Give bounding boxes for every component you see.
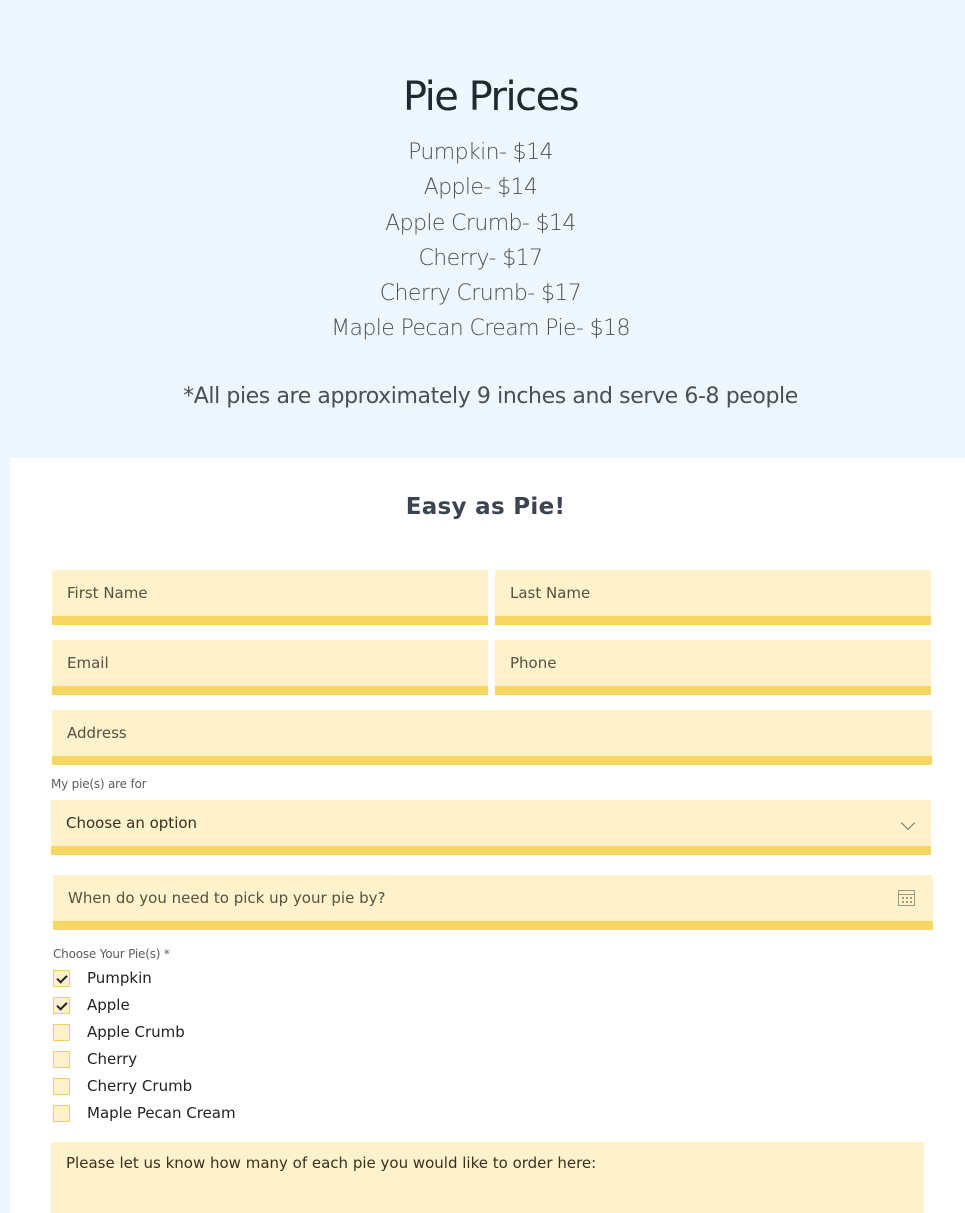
price-item: Maple Pecan Cream Pie- $18 <box>331 316 630 342</box>
price-item: Pumpkin- $14 <box>408 140 553 165</box>
serving-note: *All pies are approximately 9 inches and serve 6-8 people <box>183 384 798 409</box>
checkbox[interactable] <box>53 1051 70 1068</box>
form-title: Easy as Pie! <box>405 494 566 520</box>
calendar-icon[interactable] <box>898 890 915 906</box>
pie-option-label: Cherry <box>87 1050 138 1068</box>
price-list <box>0 138 965 350</box>
checkbox[interactable] <box>53 1024 70 1041</box>
pickup-date-placeholder: When do you need to pick up your pie by? <box>68 889 386 907</box>
price-item: Cherry Crumb- $17 <box>379 281 582 307</box>
price-item: Cherry- $17 <box>418 245 543 271</box>
quantity-textarea[interactable] <box>51 1142 924 1213</box>
prices-title: Pie Prices <box>402 74 579 120</box>
occasion-label: My pie(s) are for <box>51 777 147 791</box>
occasion-selected-value: Choose an option <box>66 814 198 832</box>
address-placeholder: Address <box>67 724 127 742</box>
last-name-placeholder: Last Name <box>510 584 591 602</box>
order-form <box>10 458 965 1213</box>
price-item: Apple- $14 <box>423 175 538 201</box>
pie-option-label: Apple <box>87 996 130 1014</box>
phone-field[interactable] <box>495 640 931 695</box>
pie-option-label: Pumpkin <box>87 969 152 987</box>
checkbox[interactable] <box>53 970 70 987</box>
first-name-placeholder: First Name <box>67 584 148 602</box>
occasion-dropdown[interactable] <box>51 800 931 855</box>
phone-placeholder: Phone <box>510 654 557 672</box>
checkbox[interactable] <box>53 1078 70 1095</box>
pie-option-label: Maple Pecan Cream <box>87 1104 236 1122</box>
pickup-date-field[interactable] <box>53 875 933 930</box>
first-name-field[interactable] <box>52 570 488 625</box>
chevron-down-icon <box>901 816 915 830</box>
quantity-placeholder: Please let us know how many of each pie you would like to order here: <box>66 1154 597 1172</box>
price-item: Apple Crumb- $14 <box>385 210 576 236</box>
last-name-field[interactable] <box>495 570 931 625</box>
email-placeholder: Email <box>67 654 109 672</box>
pies-label: Choose Your Pie(s) * <box>53 947 170 961</box>
pie-prices-section <box>0 0 965 458</box>
checkbox[interactable] <box>53 997 70 1014</box>
pie-option-label: Apple Crumb <box>87 1023 185 1041</box>
checkbox[interactable] <box>53 1105 70 1122</box>
address-field[interactable] <box>52 710 932 765</box>
pie-option-label: Cherry Crumb <box>87 1077 193 1095</box>
email-field[interactable] <box>52 640 488 695</box>
